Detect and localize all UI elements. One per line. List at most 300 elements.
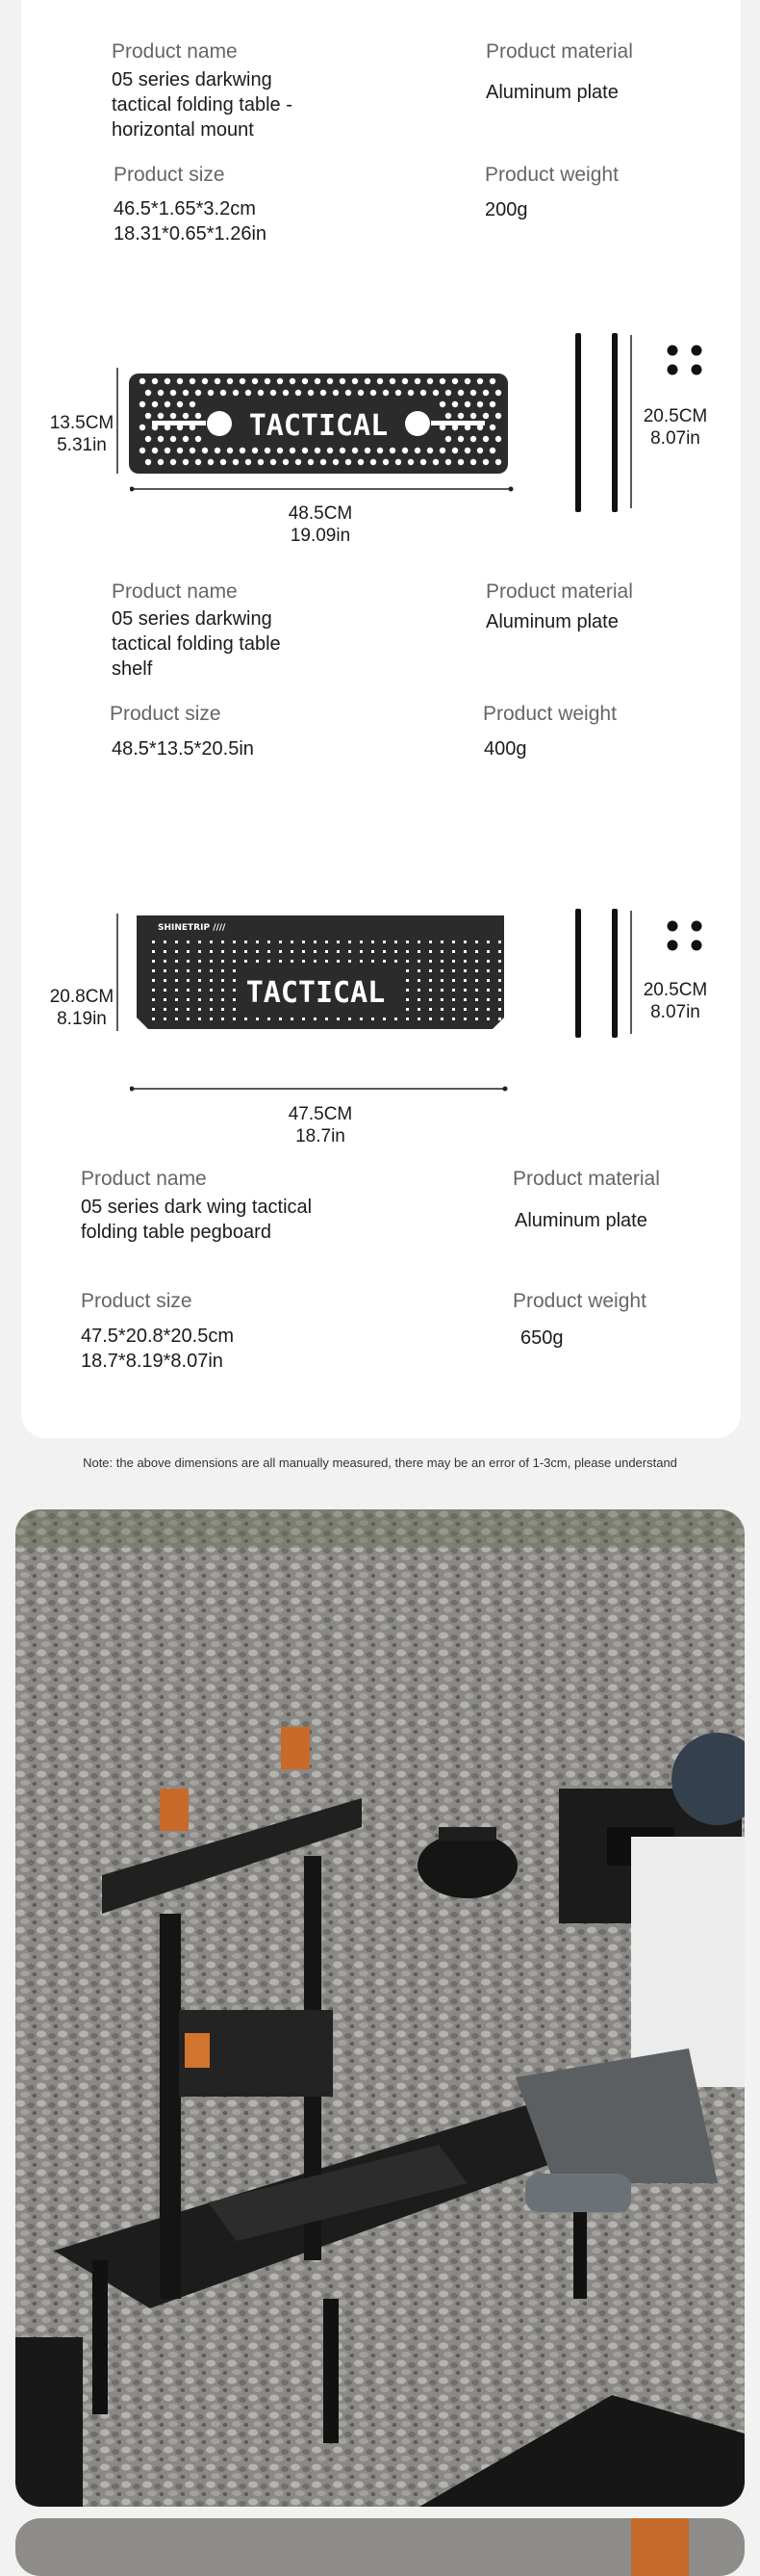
product-size-label: Product size bbox=[110, 703, 221, 725]
measurement-note: Note: the above dimensions are all manually measured, there may be an error of 1-3cm, please understand bbox=[83, 1455, 677, 1470]
peg-hole bbox=[475, 979, 478, 982]
peg-hole bbox=[383, 1018, 386, 1020]
product-size: 48.5*13.5*20.5in bbox=[112, 738, 254, 760]
peg-hole bbox=[498, 1008, 501, 1011]
peg-hole bbox=[464, 989, 467, 992]
hole bbox=[402, 378, 408, 384]
peg-hole bbox=[175, 989, 178, 992]
peg-hole bbox=[371, 940, 374, 943]
hole bbox=[495, 390, 501, 396]
peg-hole bbox=[221, 940, 224, 943]
peg-hole bbox=[475, 960, 478, 963]
product-size-label: Product size bbox=[81, 1290, 192, 1312]
peg-hole bbox=[475, 1008, 478, 1011]
peg-hole bbox=[233, 940, 236, 943]
hole bbox=[352, 378, 358, 384]
hole bbox=[470, 390, 476, 396]
pegboard-panel-drawing bbox=[114, 910, 508, 1083]
peg-hole bbox=[267, 1018, 270, 1020]
hole bbox=[395, 459, 401, 465]
hole bbox=[270, 390, 276, 396]
peg-hole bbox=[175, 998, 178, 1001]
peg-hole bbox=[198, 950, 201, 953]
peg-hole bbox=[314, 1018, 317, 1020]
pegboard-width-dim: 47.5CM 18.7in bbox=[288, 1104, 353, 1146]
peg-hole bbox=[406, 969, 409, 972]
peg-hole bbox=[406, 960, 409, 963]
svg-text:SHINETRIP ////: SHINETRIP //// bbox=[158, 923, 226, 933]
hole bbox=[183, 390, 189, 396]
peg-hole bbox=[418, 989, 420, 992]
peg-hole bbox=[360, 950, 363, 953]
product-weight-label: Product weight bbox=[513, 1290, 646, 1312]
hole bbox=[165, 401, 170, 407]
hole bbox=[483, 459, 489, 465]
peg-hole bbox=[475, 969, 478, 972]
product-size: 46.5*1.65*3.2cm 18.31*0.65*1.26in bbox=[114, 198, 267, 245]
peg-hole bbox=[291, 950, 293, 953]
peg-hole bbox=[418, 1018, 420, 1020]
hole bbox=[320, 459, 326, 465]
hole bbox=[170, 413, 176, 419]
peg-hole bbox=[164, 940, 166, 943]
peg-hole bbox=[406, 989, 409, 992]
lifestyle-photo bbox=[15, 1509, 745, 2507]
peg-hole bbox=[371, 950, 374, 953]
hole bbox=[483, 390, 489, 396]
hole bbox=[452, 378, 458, 384]
peg-hole bbox=[175, 1018, 178, 1020]
hole bbox=[445, 413, 451, 419]
peg-hole bbox=[464, 940, 467, 943]
hole bbox=[295, 459, 301, 465]
peg-hole bbox=[152, 940, 155, 943]
peg-hole bbox=[429, 998, 432, 1001]
hole bbox=[477, 448, 483, 453]
hole bbox=[215, 378, 220, 384]
hole bbox=[302, 448, 308, 453]
peg-hole bbox=[441, 989, 443, 992]
peg-hole bbox=[452, 1008, 455, 1011]
hole bbox=[365, 378, 370, 384]
peg-hole bbox=[337, 1018, 340, 1020]
hole bbox=[452, 401, 458, 407]
peg-hole bbox=[210, 1018, 213, 1020]
peg-hole bbox=[164, 969, 166, 972]
peg-hole bbox=[498, 940, 501, 943]
hole bbox=[277, 378, 283, 384]
hole bbox=[158, 436, 164, 442]
product-material-label: Product material bbox=[513, 1168, 660, 1190]
peg-hole bbox=[418, 998, 420, 1001]
shelf-panel-drawing bbox=[114, 366, 518, 479]
peg-hole bbox=[175, 969, 178, 972]
hole bbox=[415, 378, 420, 384]
peg-hole bbox=[498, 998, 501, 1001]
peg-hole bbox=[487, 1008, 490, 1011]
peg-hole bbox=[394, 960, 397, 963]
peg-hole bbox=[429, 960, 432, 963]
peg-hole bbox=[441, 960, 443, 963]
peg-hole bbox=[291, 1018, 293, 1020]
peg-hole bbox=[210, 969, 213, 972]
peg-hole bbox=[464, 979, 467, 982]
peg-hole bbox=[475, 940, 478, 943]
peg-hole bbox=[325, 940, 328, 943]
peg-hole bbox=[279, 960, 282, 963]
peg-hole bbox=[441, 950, 443, 953]
hole bbox=[240, 448, 245, 453]
peg-hole bbox=[475, 1018, 478, 1020]
hole bbox=[183, 459, 189, 465]
hole bbox=[190, 378, 195, 384]
peg-hole bbox=[406, 950, 409, 953]
peg-hole bbox=[348, 950, 351, 953]
peg-hole bbox=[441, 979, 443, 982]
hole bbox=[195, 459, 201, 465]
peg-hole bbox=[152, 998, 155, 1001]
hole bbox=[470, 459, 476, 465]
peg-hole bbox=[187, 998, 190, 1001]
peg-hole bbox=[487, 998, 490, 1001]
peg-hole bbox=[348, 960, 351, 963]
peg-hole bbox=[244, 940, 247, 943]
hole bbox=[302, 378, 308, 384]
hole bbox=[490, 425, 495, 430]
thermos bbox=[15, 2337, 83, 2507]
peg-hole bbox=[210, 989, 213, 992]
hole bbox=[495, 413, 501, 419]
hole bbox=[158, 459, 164, 465]
peg-hole bbox=[291, 960, 293, 963]
hole bbox=[158, 390, 164, 396]
peg-hole bbox=[360, 960, 363, 963]
peg-hole bbox=[441, 940, 443, 943]
peg-hole bbox=[210, 960, 213, 963]
peg-hole bbox=[452, 969, 455, 972]
hole bbox=[227, 448, 233, 453]
peg-hole bbox=[279, 940, 282, 943]
peg-hole bbox=[464, 960, 467, 963]
peg-hole bbox=[464, 1008, 467, 1011]
hole bbox=[383, 390, 389, 396]
peg-hole bbox=[325, 1018, 328, 1020]
peg-hole bbox=[256, 1018, 259, 1020]
peg-hole bbox=[429, 979, 432, 982]
hole bbox=[395, 390, 401, 396]
hole bbox=[340, 378, 345, 384]
hole bbox=[152, 448, 158, 453]
peg-hole bbox=[418, 950, 420, 953]
peg-hole bbox=[187, 989, 190, 992]
peg-hole bbox=[441, 1008, 443, 1011]
hole bbox=[139, 425, 145, 430]
peg-hole bbox=[475, 950, 478, 953]
hole bbox=[483, 436, 489, 442]
peg-hole bbox=[418, 969, 420, 972]
peg-hole bbox=[210, 950, 213, 953]
peg-hole bbox=[487, 1018, 490, 1020]
peg-hole bbox=[267, 950, 270, 953]
hole bbox=[240, 378, 245, 384]
hole bbox=[433, 390, 439, 396]
hole bbox=[490, 401, 495, 407]
peg-hole bbox=[187, 969, 190, 972]
peg-hole bbox=[429, 940, 432, 943]
hole bbox=[333, 459, 339, 465]
pegboard-leg-dim: 20.5CM 8.07in bbox=[643, 980, 708, 1022]
hole bbox=[420, 459, 426, 465]
hole bbox=[215, 448, 220, 453]
peg-hole bbox=[152, 989, 155, 992]
peg-hole bbox=[452, 1018, 455, 1020]
hole bbox=[458, 390, 464, 396]
peg-hole bbox=[371, 1018, 374, 1020]
hole bbox=[445, 390, 451, 396]
hole bbox=[245, 459, 251, 465]
peg-hole bbox=[164, 950, 166, 953]
peg-hole bbox=[152, 979, 155, 982]
hole bbox=[390, 378, 395, 384]
peg-hole bbox=[233, 1018, 236, 1020]
peg-hole bbox=[279, 950, 282, 953]
peg-hole bbox=[487, 960, 490, 963]
peg-hole bbox=[187, 940, 190, 943]
peg-hole bbox=[221, 1008, 224, 1011]
hole bbox=[495, 459, 501, 465]
hole bbox=[283, 459, 289, 465]
hole bbox=[152, 378, 158, 384]
hole bbox=[440, 378, 445, 384]
hole bbox=[427, 378, 433, 384]
hole bbox=[452, 448, 458, 453]
peg-hole bbox=[464, 950, 467, 953]
peg-hole bbox=[233, 989, 236, 992]
hole bbox=[165, 378, 170, 384]
hole bbox=[258, 390, 264, 396]
peg-hole bbox=[198, 1018, 201, 1020]
hole bbox=[227, 378, 233, 384]
hole bbox=[345, 390, 351, 396]
peg-hole bbox=[164, 1018, 166, 1020]
hole bbox=[315, 448, 320, 453]
hole bbox=[352, 448, 358, 453]
peg-hole bbox=[429, 989, 432, 992]
peg-hole bbox=[429, 1008, 432, 1011]
peg-hole bbox=[452, 979, 455, 982]
peg-hole bbox=[452, 940, 455, 943]
hole bbox=[165, 448, 170, 453]
product-material-label: Product material bbox=[486, 40, 633, 63]
peg-hole bbox=[175, 940, 178, 943]
product-material: Aluminum plate bbox=[486, 82, 619, 103]
hole bbox=[145, 436, 151, 442]
peg-hole bbox=[267, 960, 270, 963]
peg-hole bbox=[221, 998, 224, 1001]
peg-hole bbox=[464, 969, 467, 972]
hole bbox=[320, 390, 326, 396]
peg-hole bbox=[371, 960, 374, 963]
peg-hole bbox=[383, 950, 386, 953]
peg-hole bbox=[418, 979, 420, 982]
hole bbox=[145, 413, 151, 419]
peg-hole bbox=[256, 960, 259, 963]
peg-hole bbox=[383, 960, 386, 963]
peg-hole bbox=[302, 940, 305, 943]
peg-hole bbox=[210, 998, 213, 1001]
hole bbox=[177, 448, 183, 453]
product-weight: 200g bbox=[485, 199, 528, 220]
peg-hole bbox=[210, 1008, 213, 1011]
peg-hole bbox=[233, 998, 236, 1001]
peg-hole bbox=[487, 969, 490, 972]
hole bbox=[202, 378, 208, 384]
peg-hole bbox=[348, 1018, 351, 1020]
peg-hole bbox=[475, 998, 478, 1001]
hole bbox=[220, 390, 226, 396]
pegboard-height-dim: 20.8CM 8.19in bbox=[49, 987, 114, 1029]
peg-hole bbox=[452, 989, 455, 992]
peg-hole bbox=[418, 960, 420, 963]
hole bbox=[308, 390, 314, 396]
peg-hole bbox=[487, 940, 490, 943]
peg-hole bbox=[441, 969, 443, 972]
shelf-height-dim: 13.5CM 5.31in bbox=[49, 413, 114, 455]
hole bbox=[340, 448, 345, 453]
peg-hole bbox=[406, 1008, 409, 1011]
hole bbox=[183, 436, 189, 442]
hole bbox=[290, 448, 295, 453]
hole bbox=[445, 436, 451, 442]
peg-hole bbox=[394, 950, 397, 953]
peg-hole bbox=[256, 950, 259, 953]
hole bbox=[195, 390, 201, 396]
peg-hole bbox=[360, 1018, 363, 1020]
hole bbox=[283, 390, 289, 396]
hole bbox=[277, 448, 283, 453]
peg-hole bbox=[175, 960, 178, 963]
peg-hole bbox=[325, 950, 328, 953]
product-name-label: Product name bbox=[112, 580, 238, 603]
hole bbox=[427, 448, 433, 453]
hole bbox=[408, 459, 414, 465]
peg-hole bbox=[418, 1008, 420, 1011]
peg-hole bbox=[164, 998, 166, 1001]
hole bbox=[190, 401, 195, 407]
shelf-width-dim: 48.5CM 19.09in bbox=[288, 503, 353, 546]
peg-hole bbox=[441, 1018, 443, 1020]
lifestyle-photo-2 bbox=[15, 2518, 745, 2576]
peg-hole bbox=[152, 950, 155, 953]
hole bbox=[265, 448, 270, 453]
hole bbox=[233, 390, 239, 396]
hole bbox=[440, 448, 445, 453]
peg-hole bbox=[475, 989, 478, 992]
peg-hole bbox=[221, 979, 224, 982]
peg-hole bbox=[498, 1018, 501, 1020]
peg-hole bbox=[187, 1008, 190, 1011]
hole bbox=[270, 459, 276, 465]
product-name-label: Product name bbox=[112, 40, 238, 63]
peg-hole bbox=[152, 969, 155, 972]
hole bbox=[365, 448, 370, 453]
hole bbox=[458, 436, 464, 442]
hole bbox=[170, 390, 176, 396]
hole bbox=[477, 378, 483, 384]
hole bbox=[265, 378, 270, 384]
hole bbox=[415, 448, 420, 453]
hole bbox=[370, 459, 376, 465]
peg-hole bbox=[221, 950, 224, 953]
peg-hole bbox=[487, 979, 490, 982]
hole bbox=[208, 459, 214, 465]
peg-hole bbox=[187, 979, 190, 982]
hole bbox=[195, 413, 201, 419]
hole bbox=[145, 459, 151, 465]
hole bbox=[345, 459, 351, 465]
hole bbox=[445, 459, 451, 465]
peg-hole bbox=[164, 989, 166, 992]
hole bbox=[358, 390, 364, 396]
peg-hole bbox=[314, 940, 317, 943]
peg-hole bbox=[441, 998, 443, 1001]
peg-hole bbox=[233, 960, 236, 963]
shelf-width-line bbox=[130, 483, 515, 495]
hole bbox=[370, 390, 376, 396]
peg-hole bbox=[175, 950, 178, 953]
peg-hole bbox=[337, 940, 340, 943]
hole bbox=[490, 378, 495, 384]
peg-hole bbox=[175, 979, 178, 982]
peg-hole bbox=[198, 998, 201, 1001]
hole bbox=[433, 459, 439, 465]
peg-hole bbox=[429, 950, 432, 953]
peg-hole bbox=[244, 950, 247, 953]
peg-hole bbox=[498, 989, 501, 992]
shelf-leg-dim: 20.5CM 8.07in bbox=[643, 406, 708, 449]
peg-hole bbox=[337, 950, 340, 953]
peg-hole bbox=[164, 960, 166, 963]
peg-hole bbox=[244, 960, 247, 963]
peg-hole bbox=[164, 979, 166, 982]
hole bbox=[483, 413, 489, 419]
peg-hole bbox=[152, 1018, 155, 1020]
product-weight-label: Product weight bbox=[483, 703, 617, 725]
hole bbox=[465, 401, 470, 407]
peg-hole bbox=[221, 1018, 224, 1020]
hole bbox=[139, 401, 145, 407]
hole bbox=[177, 378, 183, 384]
hole bbox=[377, 378, 383, 384]
peg-hole bbox=[198, 989, 201, 992]
product-material: Aluminum plate bbox=[486, 611, 619, 632]
product-material: Aluminum plate bbox=[515, 1210, 647, 1231]
peg-hole bbox=[418, 940, 420, 943]
hole bbox=[252, 378, 258, 384]
peg-hole bbox=[233, 950, 236, 953]
product-size: 47.5*20.8*20.5cm 18.7*8.19*8.07in bbox=[81, 1326, 235, 1372]
product-name: 05 series darkwing tactical folding table shelf bbox=[112, 608, 281, 680]
hole bbox=[327, 378, 333, 384]
peg-hole bbox=[152, 960, 155, 963]
peg-hole bbox=[198, 1008, 201, 1011]
peg-hole bbox=[233, 979, 236, 982]
peg-hole bbox=[452, 998, 455, 1001]
hole bbox=[158, 413, 164, 419]
peg-hole bbox=[498, 979, 501, 982]
peg-hole bbox=[406, 998, 409, 1001]
peg-hole bbox=[187, 1018, 190, 1020]
